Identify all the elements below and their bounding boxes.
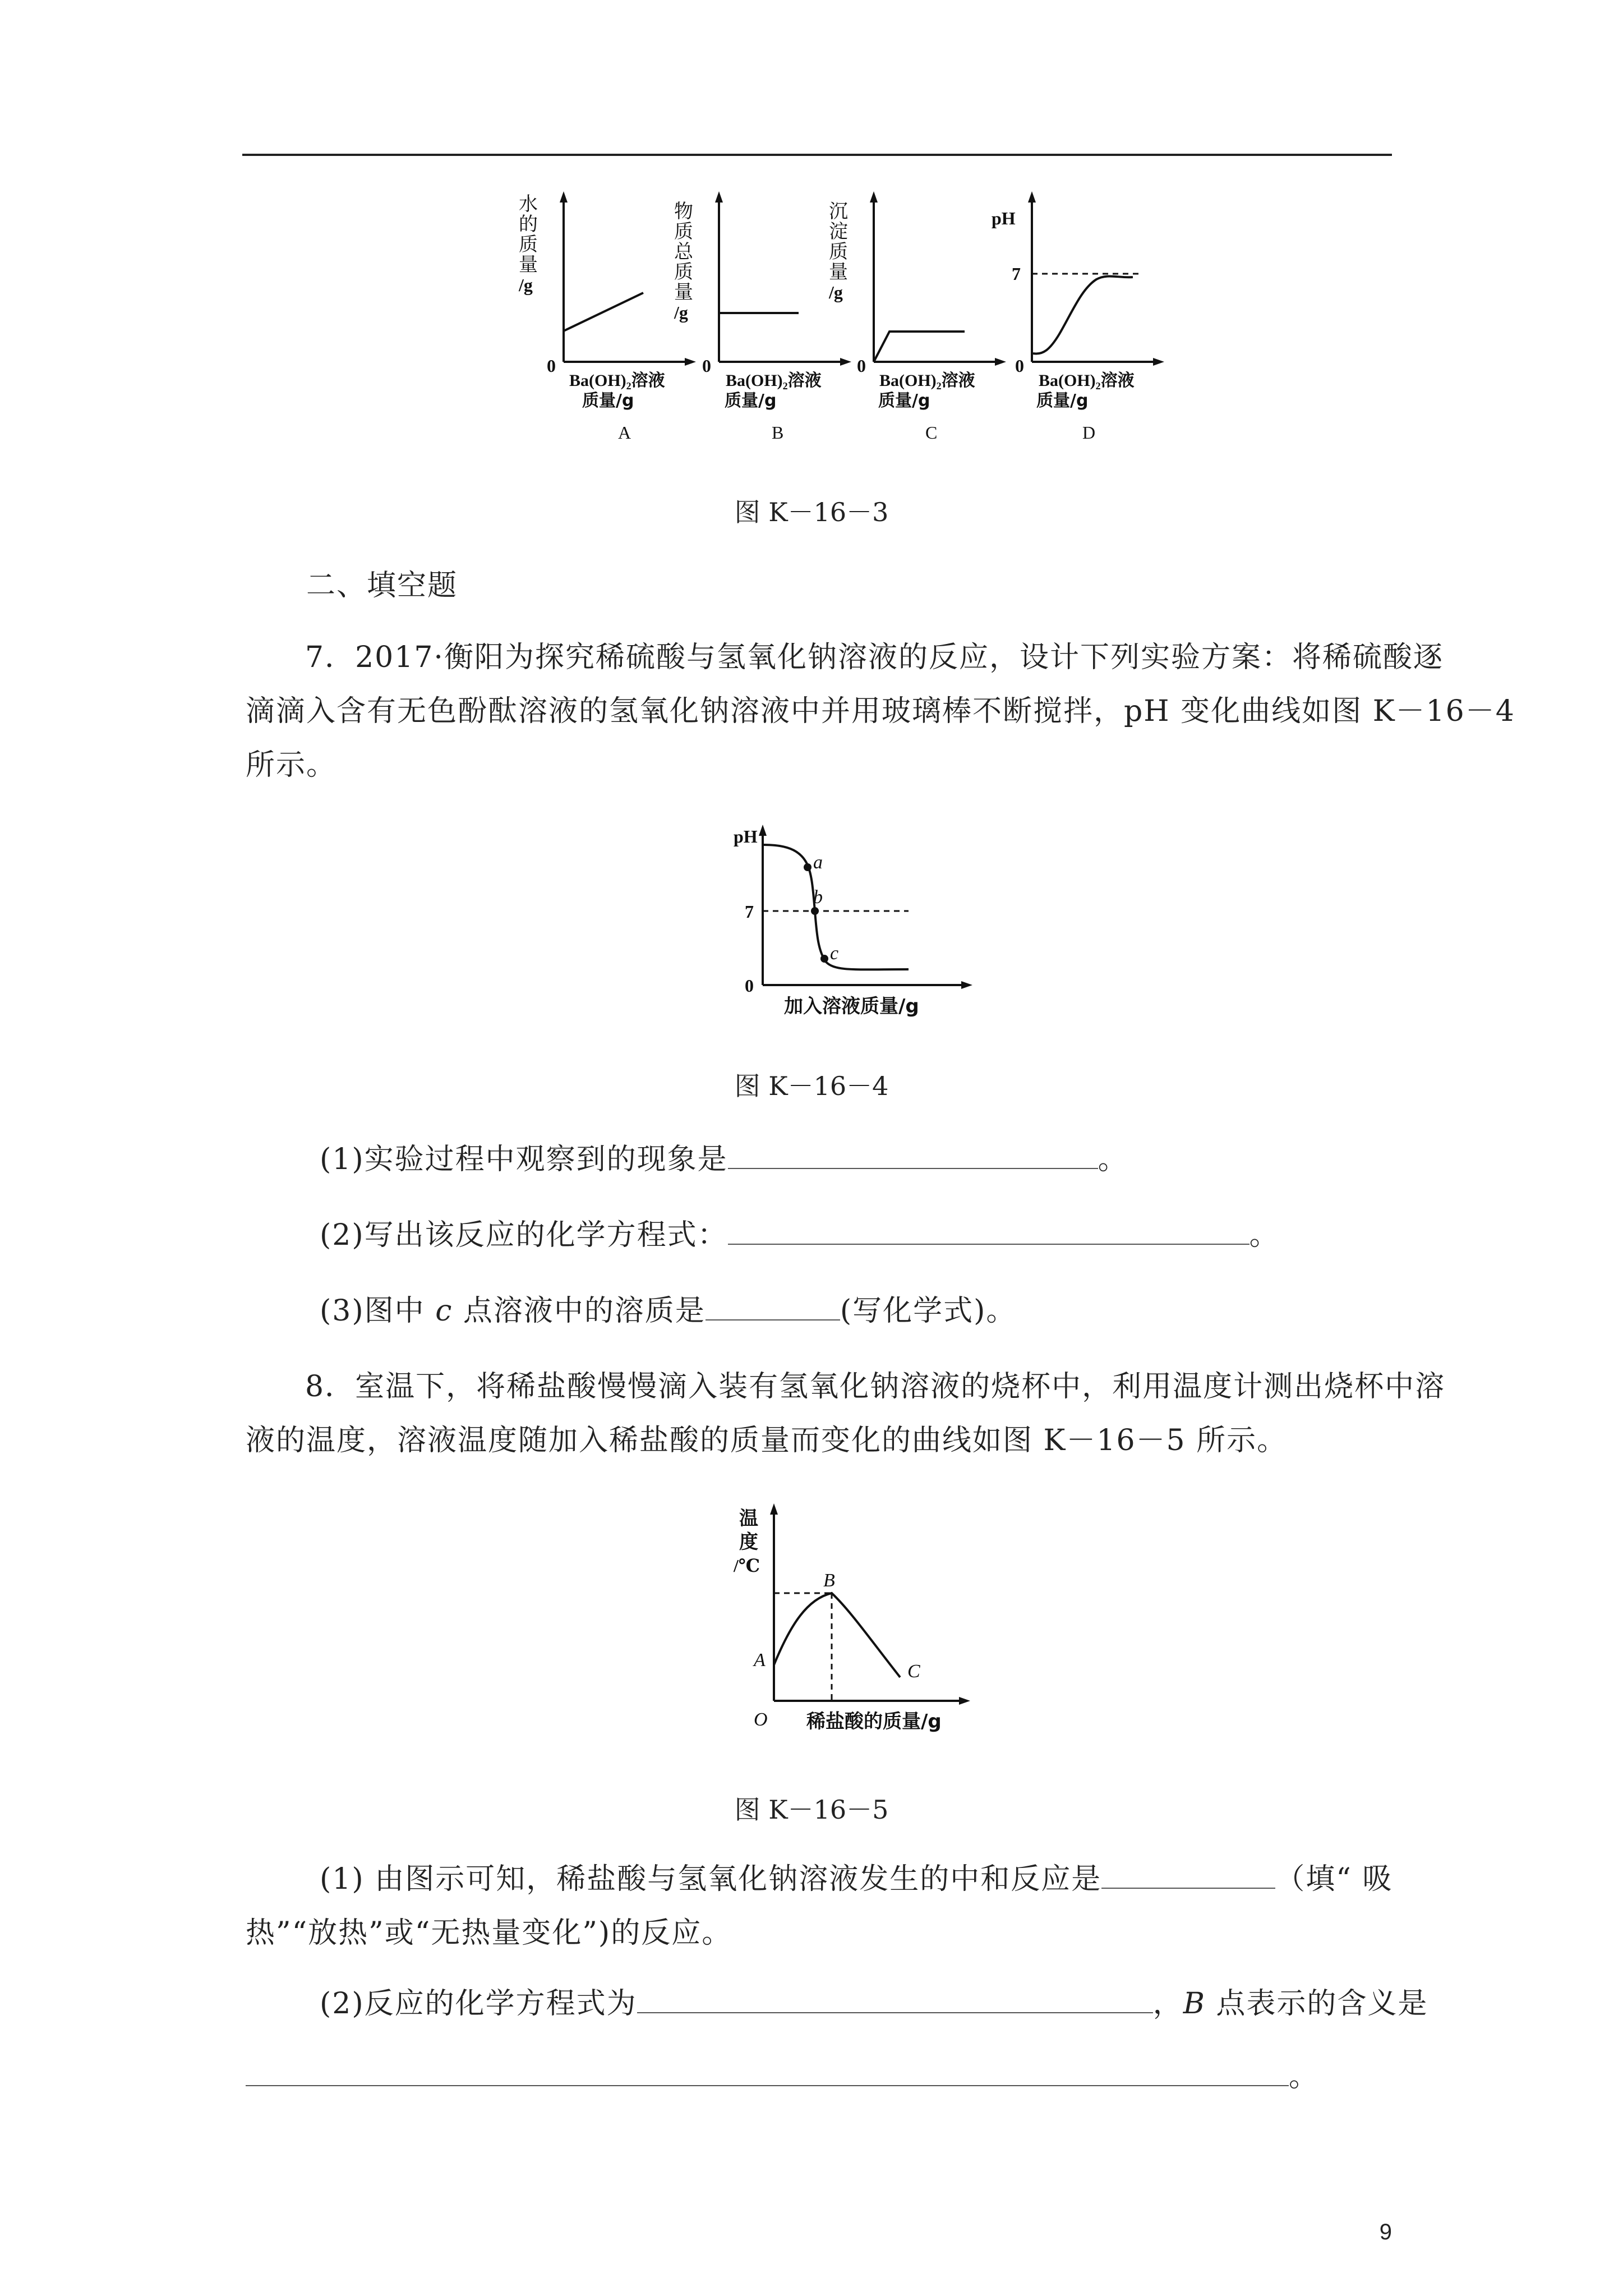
point-a-dot (804, 863, 811, 871)
fig4-tick-7: 7 (745, 901, 754, 922)
q8-sub2-answer-blank-2[interactable] (246, 2056, 1289, 2086)
q7-sub2-prefix: (2)写出该反应的化学方程式： (320, 1218, 728, 1252)
chart-a-origin: 0 (547, 356, 556, 376)
figure-k16-5-caption: 图 K－16－5 (734, 1795, 889, 1825)
fig5-label-A: A (754, 1650, 766, 1671)
chart-c-ylabel-4: /g (829, 282, 843, 302)
q8-sub1 (320, 1856, 1393, 1903)
chart-c-ylabel-0: 沉 (829, 200, 848, 223)
chart-c (829, 199, 1014, 457)
fig5-label-C: C (907, 1661, 920, 1682)
fig5-xlabel: 稀盐酸的质量/g (806, 1710, 942, 1733)
q7-sub3-answer-blank[interactable] (706, 1290, 840, 1320)
chart-a-ylabel-3: 量 (519, 254, 538, 276)
figure-k16-5 (729, 1503, 987, 1739)
chart-d-xlabel-2: 质量/g (1036, 391, 1089, 411)
chart-a-ylabel-2: 质 (519, 233, 538, 256)
fig4-origin: 0 (745, 976, 754, 996)
q8-sub2-mid: ， (1152, 1987, 1183, 2021)
q7-sub2-answer-blank[interactable] (728, 1214, 1249, 1245)
point-b-dot (811, 907, 819, 915)
q8-line-1: 8．室温下，将稀盐酸慢慢滴入装有氢氧化钠溶液的烧杯中，利用温度计测出烧杯中溶 (305, 1370, 1446, 1404)
q7-sub3-c: c (435, 1294, 453, 1328)
fig4-xlabel: 加入溶液质量/g (784, 995, 919, 1018)
header-rule (242, 154, 1392, 156)
q8-sub2 (320, 1980, 1428, 2027)
temperature-curve (774, 1593, 900, 1677)
q7-sub1-suffix: 。 (1098, 1143, 1128, 1176)
q7-sub3 (320, 1287, 1016, 1335)
fig5-ylabel-0: 温 (739, 1507, 758, 1530)
chart-c-curve (874, 332, 965, 362)
chart-b-ylabel-3: 质 (674, 261, 693, 283)
q7-sub2-suffix: 。 (1249, 1218, 1280, 1252)
chart-b-ylabel-0: 物 (674, 200, 693, 223)
figure-k16-3-caption: 图 K－16－3 (734, 497, 889, 527)
fig5-origin: O (754, 1709, 768, 1730)
chart-d (992, 199, 1183, 457)
chart-b-letter: B (772, 422, 784, 443)
chart-b-xlabel-2: 质量/g (725, 391, 777, 411)
figure-k16-4 (723, 825, 981, 1027)
q7-sub1 (320, 1136, 1128, 1183)
chart-d-xlabel-1: Ba(OH)₂溶液 (1039, 371, 1135, 390)
chart-a-curve (564, 293, 643, 331)
q7-sub1-answer-blank[interactable] (728, 1139, 1098, 1169)
chart-b-xlabel-1: Ba(OH)₂溶液 (726, 371, 822, 390)
q8-sub2-end: 。 (1289, 2060, 1320, 2093)
chart-a-ylabel-4: /g (519, 275, 533, 295)
fig4-label-a: a (813, 852, 823, 873)
q7-line-2: 滴滴入含有无色酚酞溶液的氢氧化钠溶液中并用玻璃棒不断搅拌，pH 变化曲线如图 K－16－4 (246, 694, 1515, 728)
fig5-ylabel-1: 度 (739, 1531, 758, 1553)
q8-sub1-prefix: (1) 由图示可知，稀盐酸与氢氧化钠溶液发生的中和反应是 (320, 1862, 1102, 1896)
chart-a-ylabel-0: 水 (519, 193, 538, 215)
q7-line-1: 7．2017·衡阳为探究稀硫酸与氢氧化钠溶液的反应，设计下列实验方案：将稀硫酸逐 (305, 641, 1444, 674)
page-number: 9 (1379, 2220, 1392, 2244)
q8-sub2-line-2 (246, 2053, 1319, 2100)
q8-sub1-suffix: （填“ 吸 (1275, 1862, 1393, 1896)
fig4-ylabel: pH (734, 826, 758, 846)
fig4-label-b: b (813, 887, 823, 908)
q7-sub2 (320, 1212, 1280, 1259)
q8-sub2-B: B (1183, 1987, 1206, 2021)
point-c-dot (820, 955, 828, 963)
fig5-ylabel-2: /℃ (734, 1556, 760, 1576)
chart-b-ylabel-4: 量 (674, 281, 693, 303)
chart-b-ylabel-5: /g (674, 302, 688, 323)
q8-sub2-suffix: 点表示的含义是 (1205, 1987, 1428, 2021)
chart-d-curve (1033, 276, 1133, 353)
q7-sub3-suffix: (写化学式)。 (840, 1294, 1017, 1328)
chart-b-origin: 0 (702, 356, 711, 376)
chart-c-xlabel-2: 质量/g (878, 391, 930, 411)
chart-b-ylabel-2: 总 (674, 241, 693, 263)
fig4-label-c: c (830, 943, 839, 964)
chart-d-letter: D (1082, 422, 1096, 443)
q7-line-3: 所示。 (246, 748, 337, 782)
chart-c-letter: C (925, 422, 938, 443)
chart-a-ylabel-1: 的 (519, 213, 538, 236)
q7-sub3-mid: 点溶液中的溶质是 (453, 1294, 706, 1328)
chart-a-xlabel-1: Ba(OH)₂溶液 (569, 371, 665, 390)
section-title: 二、填空题 (306, 569, 458, 602)
q8-sub2-prefix: (2)反应的化学方程式为 (320, 1987, 637, 2021)
q7-sub1-prefix: (1)实验过程中观察到的现象是 (320, 1143, 728, 1176)
q8-sub2-answer-blank-1[interactable] (637, 1983, 1153, 2013)
chart-a-letter: A (618, 422, 631, 443)
fig5-label-B: B (823, 1570, 835, 1591)
chart-c-origin: 0 (857, 356, 866, 376)
chart-c-ylabel-2: 质 (829, 241, 848, 263)
q8-line-2: 液的温度，溶液温度随加入稀盐酸的质量而变化的曲线如图 K－16－5 所示。 (246, 1424, 1288, 1457)
chart-d-ylabel: pH (992, 208, 1016, 228)
chart-c-xlabel-1: Ba(OH)₂溶液 (879, 371, 975, 390)
q7-sub3-prefix: (3)图中 (320, 1294, 436, 1328)
q8-sub1-answer-blank[interactable] (1101, 1858, 1275, 1889)
chart-b-ylabel-1: 质 (674, 220, 693, 243)
chart-a-xlabel-2: 质量/g (582, 391, 634, 411)
chart-c-ylabel-1: 淀 (829, 220, 848, 243)
figure-k16-4-caption: 图 K－16－4 (734, 1071, 889, 1101)
chart-d-origin: 0 (1015, 356, 1024, 376)
chart-c-ylabel-3: 量 (829, 261, 848, 283)
q8-sub1-line-2: 热”“放热”或“无热量变化”)的反应。 (246, 1916, 732, 1950)
chart-d-tick-7: 7 (1012, 264, 1021, 284)
